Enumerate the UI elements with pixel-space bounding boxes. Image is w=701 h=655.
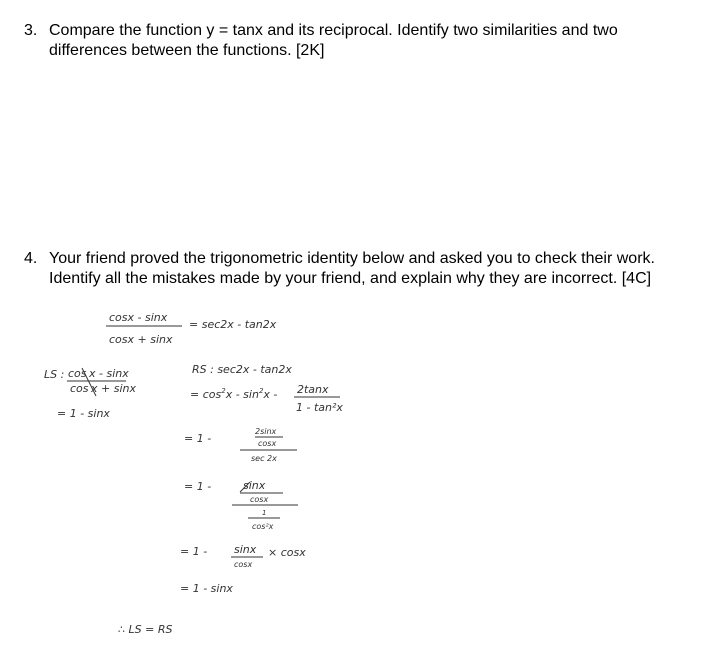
rs-step3-den-top: cosx [250,495,269,504]
rs-step1-frac-num: 2tanx [297,383,329,396]
rs-step4-eq: = 1 - [180,545,208,558]
identity-numerator: cosx - sinx [109,311,168,324]
rs-step5: = 1 - sinx [180,582,233,595]
rs-step1 [190,387,277,401]
identity-denominator: cosx + sinx [109,333,173,346]
rs-step1-frac-den: 1 - tan²x [296,401,343,414]
conclusion: ∴ LS = RS [118,623,173,636]
rs-step2-num: 2sinx [255,427,277,436]
ls-denominator-b: x + sinx [91,382,136,395]
rs-step3-small: 1 [262,509,267,517]
rs-step2-den-top: cosx [258,439,277,448]
rs-step1-b: x - sin [225,388,259,401]
ls-result: = 1 - sinx [57,407,110,420]
question-number: 3. [24,22,38,39]
rs-step3-den: cos²x [252,522,274,531]
question-number: 4. [24,250,38,267]
rs-step4-num: sinx [234,543,257,556]
identity-rhs: = sec2x - tan2x [189,318,277,331]
rs-step4-den: cosx [234,560,253,569]
ls-label: LS : [44,368,65,381]
rs-label: RS : sec2x - tan2x [192,363,292,376]
rs-step4-mult: × cosx [268,546,306,559]
ls-numerator-b: x - sinx [89,367,129,380]
ls-numerator-a: cos [68,367,87,380]
rs-step3-eq: = 1 - [184,480,212,493]
rs-step2-den: sec 2x [251,454,277,463]
question-text: Compare the function y = tanx and its reciprocal. Identify two similarities and two differences between the functions. [2K] [49,22,618,59]
rs-step2-eq: = 1 - [184,432,212,445]
rs-step3-num: sinx [243,479,266,492]
ls-denominator-a: cos [70,382,89,395]
question-text: Your friend proved the trigonometric identity below and asked you to check their work. Identify all the mistakes made by your friend, and explain why they are incorrect. [4C] [49,250,655,287]
rs-step1-c: x - [263,388,278,401]
rs-step1-exp1: 2 [221,387,226,395]
rs-step1-a: = cos [190,388,222,401]
rs-step1-exp2: 2 [258,387,264,395]
